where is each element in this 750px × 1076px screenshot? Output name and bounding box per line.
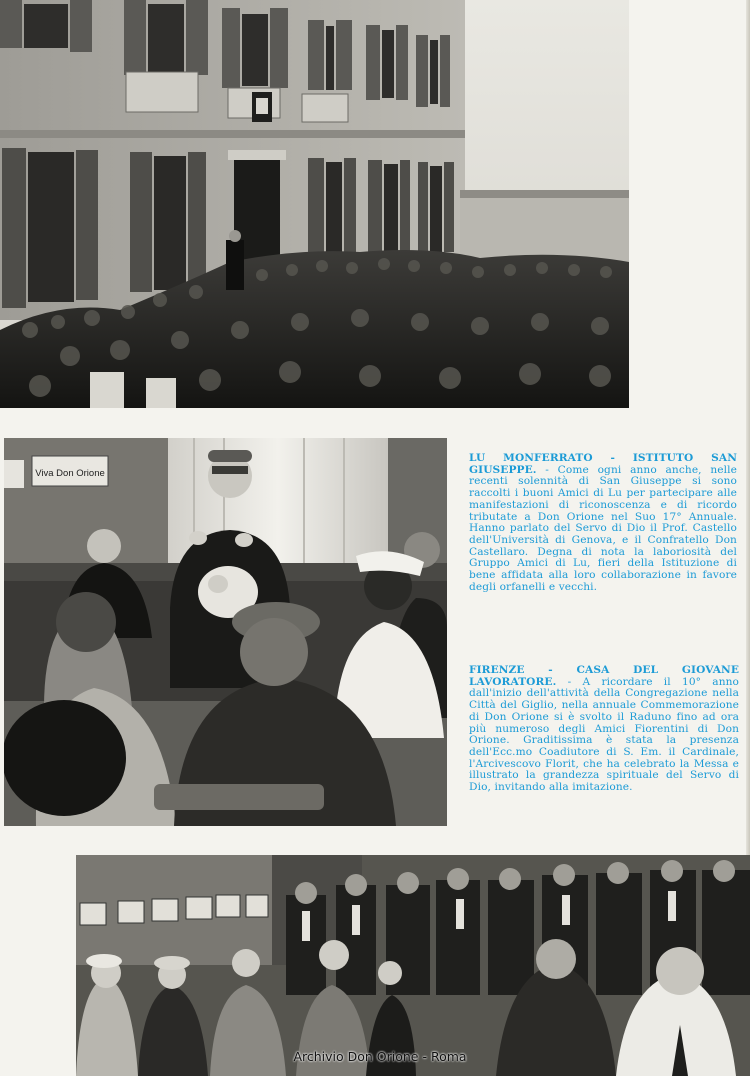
caption-firenze (469, 665, 739, 794)
photo-audience-seated (76, 855, 750, 1076)
caption-body: - A ricordare il 10° anno dall'inizio dell'attività della Congregazione nella Città del Giglio, nella annuale Commemorazione di Don Orione si è svolto il Raduno fino ad ora più numeroso degli Amici Fiorentini di Don Orione. Graditissima è stata la presenza dell'Ecc.mo Coadiutore di S. Em. il Cardinale, l'Arcivescovo Florit, che ha celebrato la Messa e illustrato la grandezza spirituale del Servo di Dio, invitando alla imitazione. (469, 675, 740, 794)
archive-watermark: Archivio Don Orione - Roma (293, 1049, 467, 1064)
caption-heading: FIRENZE - CASA DEL GIOVANE LAVORATORE. (469, 664, 739, 688)
wall-banner (32, 456, 108, 486)
banner-text: Viva Don Orione (35, 468, 105, 479)
caption-heading: LU MONFERRATO - ISTITUTO SAN GIUSEPPE. (469, 452, 737, 476)
photo-priest-speaking (4, 438, 447, 826)
caption-lu-monferrato (469, 453, 737, 593)
caption-body: - Come ogni anno anche, nelle recenti solennità di San Giuseppe si sono raccolti i buoni Amici di Lu per partecipare alle manifestazioni di riconoscenza e di ricordo tributate a Don Orione nel Suo 17° Annuale. Hanno parlato del Servo di Dio il Prof. Castello dell'Università di Genova, e il Confratello Don Castellaro. Degna di nota la laboriosità del Gruppo Amici di Lu, fieri della Istituzione di bene affidata alla loro collaborazione in favore degli orfanelli e vecchi. (469, 463, 737, 593)
photo-crowd-building (0, 0, 629, 408)
